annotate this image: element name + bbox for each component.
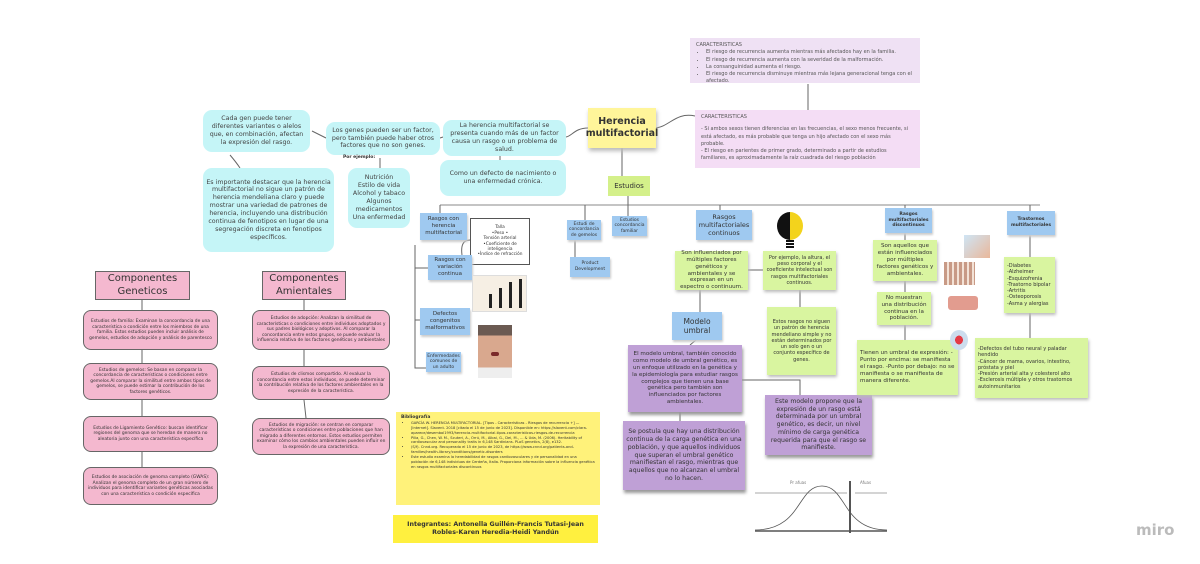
bibliography-item: • Pilia, G., Chen, W. M., Scuteri, A., Orrú, M., Albai, G., Dei, M., ... & Uda, M. (2006). Heritability of cardiovascular and personality traits in 6,148 Sardinians. PLoS genetics, 2(8), e132. xyxy=(411,436,595,446)
continuos-node[interactable]: Rasgos multifactoriales continuos xyxy=(696,210,752,240)
continuos-mendel-node[interactable]: Estos rasgos no siguen un patrón de herencia mendeliano simple y no están determinados por un solo gen o un conjunto específico de genes. xyxy=(767,307,836,375)
bibliography-item: • Este estudio examina la heredabilidad de rasgos cardiovasculares y de personalidad en una población de 6,148 individuos de Cerdeña, Italia. Proporciona información sobre la influencia genética en rasgos multifactoriales discontinuos xyxy=(411,455,595,470)
disorder-item: -Asma y alergias xyxy=(1007,300,1049,307)
discontinuos-desc-node[interactable]: Son aquellos que están influenciados por múltiples factores genéticos y ambientales. xyxy=(873,240,937,281)
rasgos-herencia-node[interactable]: Rasgos con herencia multifactorial xyxy=(420,213,467,240)
disorder-item: -Defectos del tubo neural y paladar hendido xyxy=(978,346,1067,359)
continuos-example-node[interactable]: Por ejemplo, la altura, el peso corporal y el coeficiente intelectual son rasgos multifactoriales continuos. xyxy=(763,251,836,290)
discontinuos-node[interactable]: Rasgos multifactoriales discontinuos xyxy=(885,208,932,233)
disorder-item: -Cáncer de mama, ovarios, intestino, próstata y piel xyxy=(978,358,1071,371)
hands-image xyxy=(964,235,990,258)
factor-item: Algunos medicamentos xyxy=(355,198,403,213)
trastornos-list-node[interactable] xyxy=(1004,257,1055,313)
bibliography-item: • (S/f). Cnnd.org. Recuperado el 15 de junio de 2023, de https://www.cnnd.org/patients-and-families/health-library/conditions/genetic-disorders xyxy=(411,445,595,455)
lightbulb-brain-icon xyxy=(777,212,803,240)
factor-item: Nutrición xyxy=(364,174,394,182)
environmental-study[interactable]: Estudios de adopción: Analizan la similitud de características o condiciones entre individuos adoptados y sus padres biológicos y adoptivos. Al comparar la concordancia entre estos grupos, se puede evaluar la influencia relativa de los factores genéticos y ambientales xyxy=(252,310,390,350)
characteristic-item: - El riesgo en parientes de primer grado, determinado a partir de estudios familiares, es aproximadamente la raíz cuadrada del riesgo población xyxy=(701,148,887,162)
disorder-item: -Trastorno bipolar xyxy=(1007,281,1051,288)
environmental-study[interactable]: Estudios de migración: se centran en comparar características o condiciones entre poblaciones que han migrado a diferentes entornos. Estos estudios permiten examinar cómo los cambios ambientales pueden influir en la expresión de una característica. xyxy=(252,418,390,455)
height-chart-image xyxy=(472,275,527,312)
continuos-desc-node[interactable]: Son influenciados por múltiples factores genéticos y ambientales y se expresan en un espectro o continuum. xyxy=(675,251,748,290)
trait-item: Talla xyxy=(495,225,505,231)
modelo-umbral-node[interactable]: Modelo umbral xyxy=(672,312,722,340)
trastornos-node[interactable]: Trastornos multifactoriales xyxy=(1007,211,1055,235)
factor-item: Alcohol y tabaco xyxy=(352,190,406,198)
person-icon-image xyxy=(950,330,968,350)
characteristics-title: CARACTERISTICAS xyxy=(701,114,747,120)
karyotype-image xyxy=(944,262,975,285)
integrantes-note[interactable]: Integrantes: Antonella Guillén-Francis Tutasi-Jean Robles-Karen Heredia-Heidi Yandún xyxy=(393,515,598,543)
familiar-node[interactable]: Estudios concordancia familiar xyxy=(612,216,647,236)
trait-item: Tensión arterial xyxy=(483,236,517,242)
defectos-node[interactable]: Defectos congenitos malformativos xyxy=(420,308,470,335)
trait-list-box[interactable] xyxy=(470,218,530,265)
genetic-study[interactable]: Estudios de Ligamiento Genético: buscan identificar regiones del genoma que se heredan de manera no aleatoria junto con una característica específica xyxy=(83,416,218,452)
characteristics-1[interactable] xyxy=(690,38,920,83)
umbral-distribution-node[interactable]: Se postula que hay una distribución continua de la carga genética en una población, y que aquellos individuos que superan el umbral genético manifiestan el rasgo, mientras que aquellos que no alcanzan el umbral no lo hacen. xyxy=(623,421,745,490)
ambientales-title[interactable]: Componentes Amientales xyxy=(262,271,346,300)
disorder-item: -Presión arterial alta y colesterol alto xyxy=(978,371,1071,378)
factors-node[interactable]: Los genes pueden ser un factor, pero también puede haber otros factores que no son genes. xyxy=(326,122,440,155)
disorder-item: -Osteoporosis xyxy=(1007,294,1042,301)
disorder-item: -Diabetes xyxy=(1007,263,1031,270)
discontinuos-threshold-node[interactable]: Tienen un umbral de expresión: -Punto por encima: se manifiesta el rasgo. -Punto por debajo: no se manifiesta o se manifiesta de manera diferente. xyxy=(857,340,958,395)
enfermedades-node[interactable]: Enfermedades comunes de un adulto xyxy=(426,352,461,372)
trastornos-examples-node[interactable] xyxy=(975,338,1088,398)
characteristic-item: • El riesgo de recurrencia disminuye mientras más lejana generacional tenga con el afectado. xyxy=(706,71,914,86)
important-node[interactable]: Es importante destacar que la herencia multifactorial no sigue un patrón de herencia mendeliana claro y puede mostrar una variedad de patrones de herencia, incluyendo una distribución continua de fenotipos en lugar de una segregación discreta en fenotipos específicos. xyxy=(203,168,334,252)
curve-label-unaffected: Pr afuas xyxy=(790,480,807,485)
factor-item: Estilo de vida xyxy=(357,182,401,190)
disorder-item: -Artritis xyxy=(1007,288,1026,295)
gemelos-node[interactable]: Estudi de concordancia de gemelos xyxy=(567,220,601,240)
genetic-study[interactable]: Estudios de gemelos: Se basan en comparar la concordancia de características o condiciones entre gemelos.Al comparar la similitud entre ambos tipos de gemelos, se puede estimar la contribución de los factores genéticos. xyxy=(83,363,218,400)
baby-photo xyxy=(478,325,512,378)
disorder-item: -Alzheimer xyxy=(1007,269,1034,276)
curve-label-affected: Afuas xyxy=(860,480,872,485)
trait-item: •Peso • xyxy=(491,230,509,236)
disorder-item: -Esquizofrenia xyxy=(1007,275,1043,282)
characteristic-item: - Si ambos sexos tienen diferencias en las frecuencias, el sexo menos frecuente, si está afectado, es más probable que tenga un hijo afectado con el sexo más probable. xyxy=(701,126,909,147)
genetic-study[interactable]: Estudios de asociación de genoma completo (GWAS): Analizan el genoma completo de un gran número de individuos para identificar variantes genéticas asociadas con una característica o condición específica xyxy=(83,467,218,505)
environmental-study[interactable]: Estudios de clismos compartido. Al evaluar la concordancia entre estos individuos, se puede determinar la contribución relativa de los factores ambientales en la expresión de la característica. xyxy=(252,366,390,400)
characteristic-item: • El riesgo de recurrencia aumenta con la severidad de la malformación. xyxy=(706,57,914,64)
root-node[interactable]: Herencia multifactorial xyxy=(588,108,656,148)
bibliography-item: • GARCÍA W. HERENCIA MULTIFACTORIAL. [Tipos - Características - Riesgos de recurrencia +] — [Internet]. Slavent. 2018 [citado el 15 de junio de 2023]. Disponible en: https://slavent.com/clara-aparece/desembol1993/herencia-multifactorial-tipos-caracteristicas-riesgos-de-recurrencia xyxy=(411,421,595,436)
characteristic-item: • El riesgo de recurrencia aumenta mientras más afectados hay en la familia. xyxy=(706,49,914,56)
characteristics-2[interactable] xyxy=(695,110,920,168)
miro-logo: miro xyxy=(1136,521,1175,539)
example-disease-node[interactable]: Como un defecto de nacimiento o una enfermedad crónica. xyxy=(440,160,566,196)
bibliography-title: Bibliografía xyxy=(401,415,431,420)
discontinuos-dist-node[interactable]: No muestran una distribución continua en la población. xyxy=(877,292,931,325)
trait-item: •Índice de refracción xyxy=(477,252,523,258)
trait-item: •Coeficiente de inteligencia xyxy=(483,241,517,252)
definition-node[interactable]: La herencia multifactorial se presenta cuando más de un factor causa un rasgo o un problema de salud. xyxy=(443,120,566,156)
factor-list-node[interactable] xyxy=(348,168,410,228)
threshold-bell-curve xyxy=(752,478,892,538)
umbral-definition-node[interactable]: El modelo umbral, también conocido como modelo de umbral genético, es un enfoque utilizado en la genética y la epidemiología para estudiar rasgos complejos que tienen una base genética pero también son influenciados por factores ambientales. xyxy=(628,345,742,412)
umbral-proposal-node[interactable]: Este modelo propone que la expresión de un rasgo está determinada por un umbral genético, es decir, un nivel mínimo de carga genética requerida para que el rasgo se manifieste. xyxy=(765,395,872,455)
product-node[interactable]: Product Development xyxy=(570,257,610,277)
characteristic-item: • La consanguinidad aumenta el riesgo. xyxy=(706,64,914,71)
bibliography-note[interactable] xyxy=(396,412,600,505)
estudios-node[interactable]: Estudios xyxy=(608,176,650,196)
disorder-item: -Esclerosis múltiple y otros trastornos autoinmunitarios xyxy=(978,377,1073,390)
factor-item: Una enfermedad xyxy=(352,213,406,221)
faces-image xyxy=(948,296,978,310)
characteristics-title: CARACTERISTICAS xyxy=(696,42,742,48)
geneticos-title[interactable]: Componentes Geneticos xyxy=(95,271,190,300)
variacion-continua-node[interactable]: Rasgos con variación continua xyxy=(428,255,472,280)
alleles-node[interactable]: Cada gen puede tener diferentes variantes o alelos que, en combinación, afectan la expresión del rasgo. xyxy=(203,110,310,152)
por-ejemplo-label: Por ejemplo: xyxy=(343,155,376,160)
genetic-study[interactable]: Estudios de familia: Examinan la concordancia de una característica o condición entre los miembros de una familia. Estos estudios pueden incluir análisis de gemelos, estudios de adopción y análisis de parentesco xyxy=(83,310,218,350)
